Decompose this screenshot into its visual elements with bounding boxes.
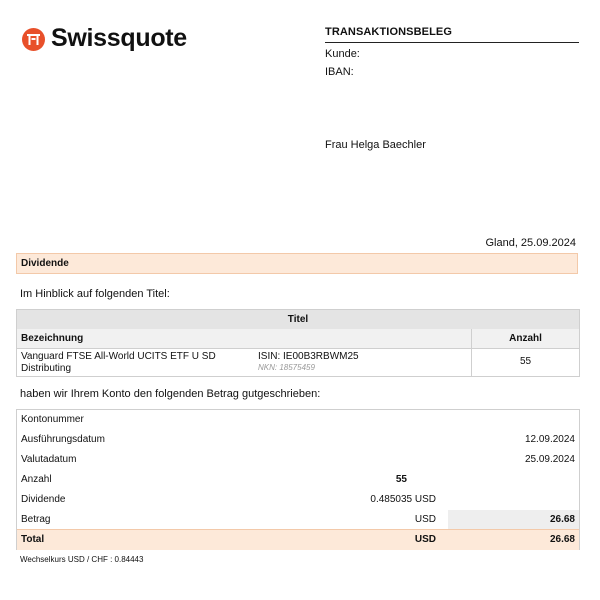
value-date-label: Valutadatum — [21, 454, 77, 465]
dividend-label: Dividende — [21, 494, 66, 505]
quantity-value: 55 — [395, 474, 407, 485]
iban-label: IBAN: — [325, 66, 354, 78]
customer-label: Kunde: — [325, 48, 360, 60]
amount-label: Betrag — [21, 514, 51, 525]
total-value: 26.68 — [549, 534, 575, 545]
security-table-heading: Titel — [17, 310, 579, 330]
swissquote-logo-icon — [22, 28, 45, 51]
amount-currency: USD — [414, 514, 436, 525]
place-date: Gland, 25.09.2024 — [485, 237, 576, 249]
account-label: Kontonummer — [21, 414, 84, 425]
exchange-rate-note: Wechselkurs USD / CHF : 0.84443 — [20, 555, 144, 564]
table-row — [17, 430, 579, 450]
col-quantity: Anzahl — [471, 329, 579, 348]
security-name: Vanguard FTSE All-World UCITS ETF U SD Distributing — [21, 351, 216, 374]
document-title: TRANSAKTIONSBELEG — [325, 26, 452, 38]
brand-name: Swissquote — [51, 24, 187, 52]
amounts-table — [16, 409, 580, 550]
total-row — [17, 529, 579, 550]
table-row — [17, 450, 579, 470]
dividend-rate: 0.485035 USD — [370, 494, 436, 505]
amount-value: 26.68 — [448, 510, 579, 530]
security-nkn: NKN: 18575459 — [258, 363, 315, 372]
execution-date: 12.09.2024 — [524, 434, 575, 445]
total-label: Total — [21, 534, 45, 545]
security-table — [16, 309, 580, 377]
recipient-name: Frau Helga Baechler — [325, 139, 426, 151]
table-row — [17, 490, 579, 510]
intro-text: Im Hinblick auf folgenden Titel: — [20, 288, 170, 300]
section-bar-dividend — [16, 253, 578, 274]
credit-text: haben wir Ihrem Konto den folgenden Betrag gutgeschrieben: — [20, 388, 321, 400]
section-title: Dividende — [21, 258, 69, 269]
table-row — [17, 410, 579, 430]
col-designation: Bezeichnung — [21, 333, 84, 344]
execution-date-label: Ausführungsdatum — [21, 434, 105, 445]
security-quantity: 55 — [471, 348, 579, 376]
table-row — [17, 348, 579, 376]
security-table-subheader — [17, 329, 579, 349]
table-row — [17, 470, 579, 490]
security-isin: ISIN: IE00B3RBWM25 — [258, 351, 359, 362]
value-date: 25.09.2024 — [524, 454, 575, 465]
quantity-label: Anzahl — [21, 474, 52, 485]
title-divider — [325, 42, 579, 43]
table-row — [17, 510, 579, 530]
total-currency: USD — [414, 534, 436, 545]
